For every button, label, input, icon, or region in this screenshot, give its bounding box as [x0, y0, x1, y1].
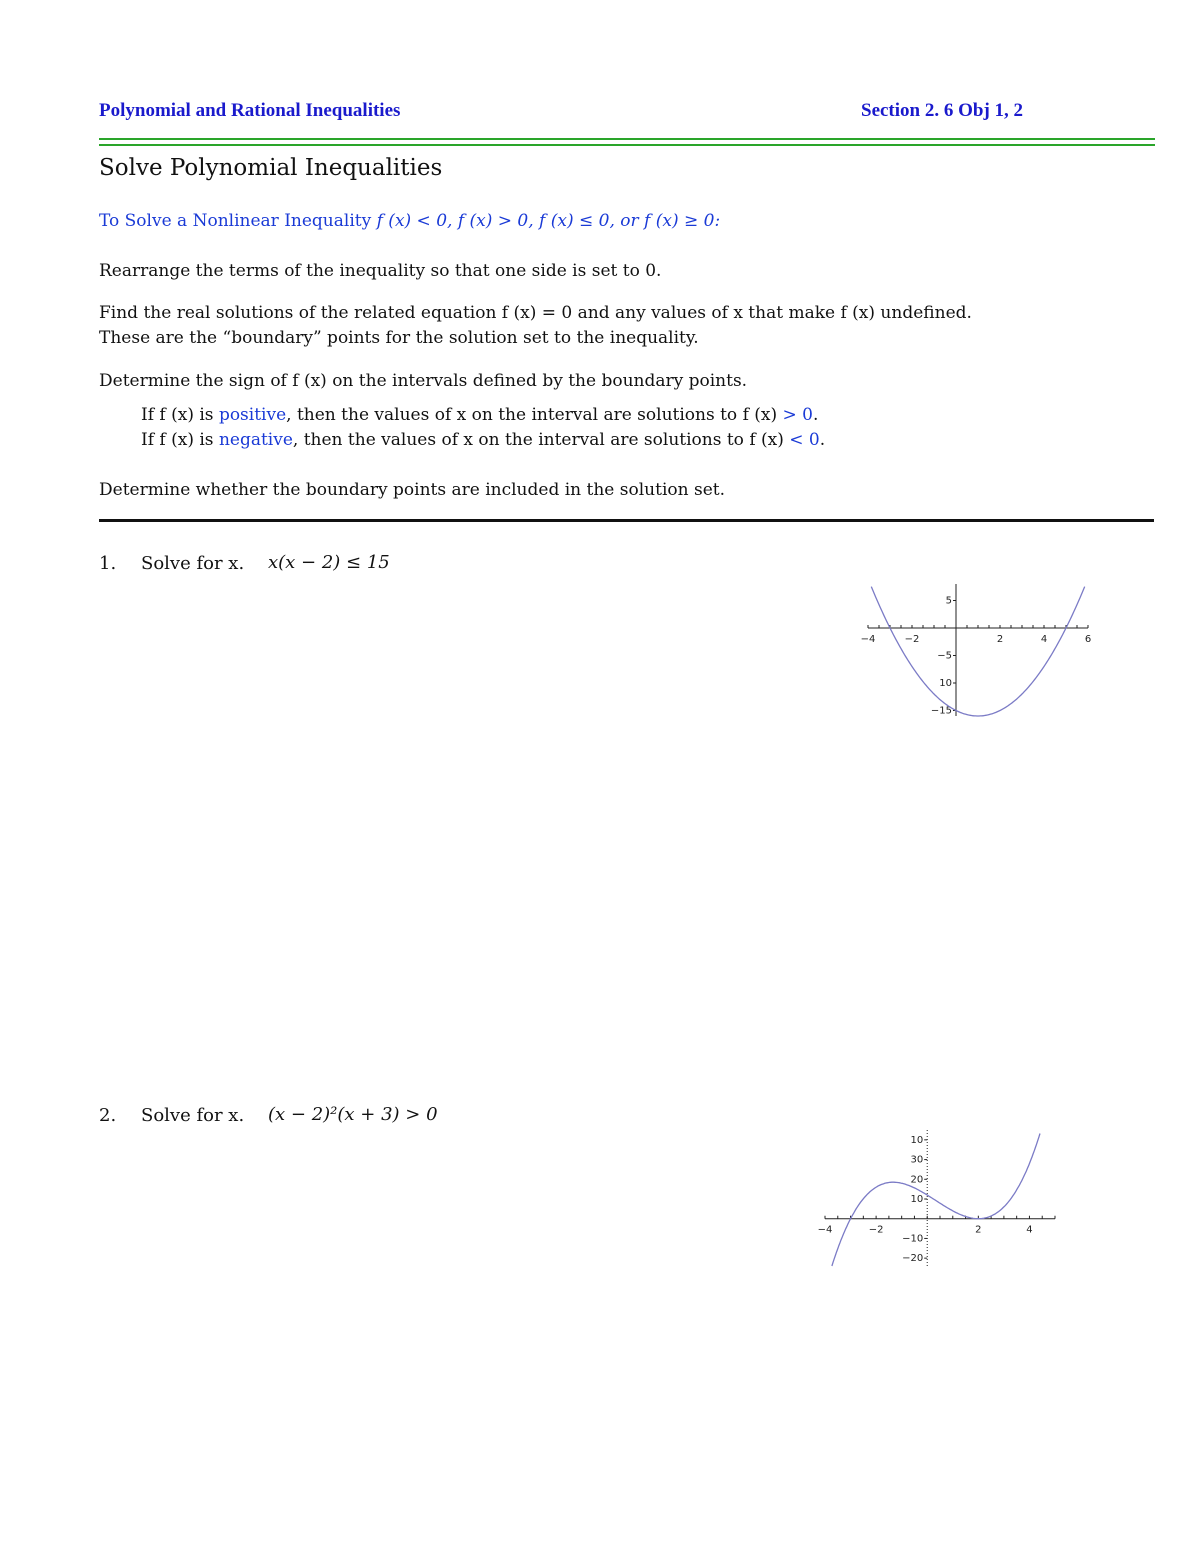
x-tick-label: 2	[996, 634, 1004, 645]
positive-case	[141, 403, 818, 427]
step-determine-sign: Determine the sign of f (x) on the intervals defined by the boundary points.	[99, 371, 748, 391]
section-divider	[99, 519, 1154, 522]
negative-case	[141, 428, 825, 452]
section-title: Solve Polynomial Inequalities	[99, 155, 443, 181]
header-rule-bottom	[99, 144, 1155, 146]
y-tick-label: 10	[939, 678, 952, 689]
negative-word: negative	[218, 430, 293, 450]
header-rule-top	[99, 138, 1155, 140]
positive-word: positive	[218, 405, 287, 425]
positive-case-pre: If f (x) is	[141, 405, 219, 425]
x-tick-label: −2	[868, 1224, 884, 1236]
series-line	[832, 1134, 1040, 1267]
negative-relation: < 0	[789, 430, 820, 450]
negative-case-pre: If f (x) is	[141, 430, 219, 450]
positive-case-end: .	[813, 405, 819, 425]
step-find-solutions: Find the real solutions of the related equation f (x) = 0 and any values of x that make f (x) undefined.	[99, 303, 972, 323]
x-tick-label: −4	[860, 634, 876, 645]
positive-case-mid: , then the values of x on the interval are solutions to f (x)	[286, 405, 783, 425]
x-tick-label: −2	[904, 634, 920, 645]
y-tick-label: 20	[910, 1174, 924, 1186]
graph-1	[860, 580, 1100, 720]
procedure-heading-text: To Solve a Nonlinear Inequality	[99, 211, 377, 231]
graph-2	[810, 1128, 1060, 1273]
x-tick-label: 4	[1026, 1224, 1033, 1236]
step-boundary-inclusion: Determine whether the boundary points are included in the solution set.	[99, 480, 725, 500]
y-tick-label: −5	[937, 650, 952, 662]
y-tick-label: −10	[902, 1233, 924, 1245]
negative-case-end: .	[819, 430, 826, 450]
step-boundary-note: These are the “boundary” points for the solution set to the inequality.	[99, 328, 699, 348]
problem-2-expression: (x − 2)²(x + 3) > 0	[268, 1104, 438, 1125]
problem-2-prompt: Solve for x.	[141, 1105, 245, 1126]
procedure-heading	[99, 209, 720, 233]
x-tick-label: 6	[1084, 634, 1092, 645]
x-tick-label: 2	[975, 1224, 982, 1236]
problem-1-number: 1.	[99, 553, 117, 574]
y-tick-label: 10	[910, 1134, 924, 1146]
step-rearrange: Rearrange the terms of the inequality so that one side is set to 0.	[99, 261, 662, 281]
problem-2-number: 2.	[99, 1105, 117, 1126]
y-tick-label: 5	[945, 595, 952, 607]
header-right: Section 2. 6 Obj 1, 2	[861, 100, 1024, 121]
negative-case-mid: , then the values of x on the interval are solutions to f (x)	[292, 430, 790, 450]
positive-relation: > 0	[782, 405, 813, 425]
problem-1-expression: x(x − 2) ≤ 15	[268, 552, 390, 573]
y-tick-label: 10	[910, 1194, 924, 1205]
y-tick-label: −15	[930, 705, 952, 717]
problem-1-prompt: Solve for x.	[141, 553, 245, 574]
procedure-heading-math: f (x) < 0, f (x) > 0, f (x) ≤ 0, or f (x) ≥ 0:	[376, 211, 721, 231]
header-left: Polynomial and Rational Inequalities	[99, 100, 401, 121]
x-tick-label: −4	[817, 1224, 833, 1236]
y-tick-label: 30	[910, 1154, 924, 1166]
y-tick-label: −20	[902, 1253, 924, 1265]
x-tick-label: 4	[1040, 634, 1048, 645]
series-line	[871, 587, 1084, 716]
